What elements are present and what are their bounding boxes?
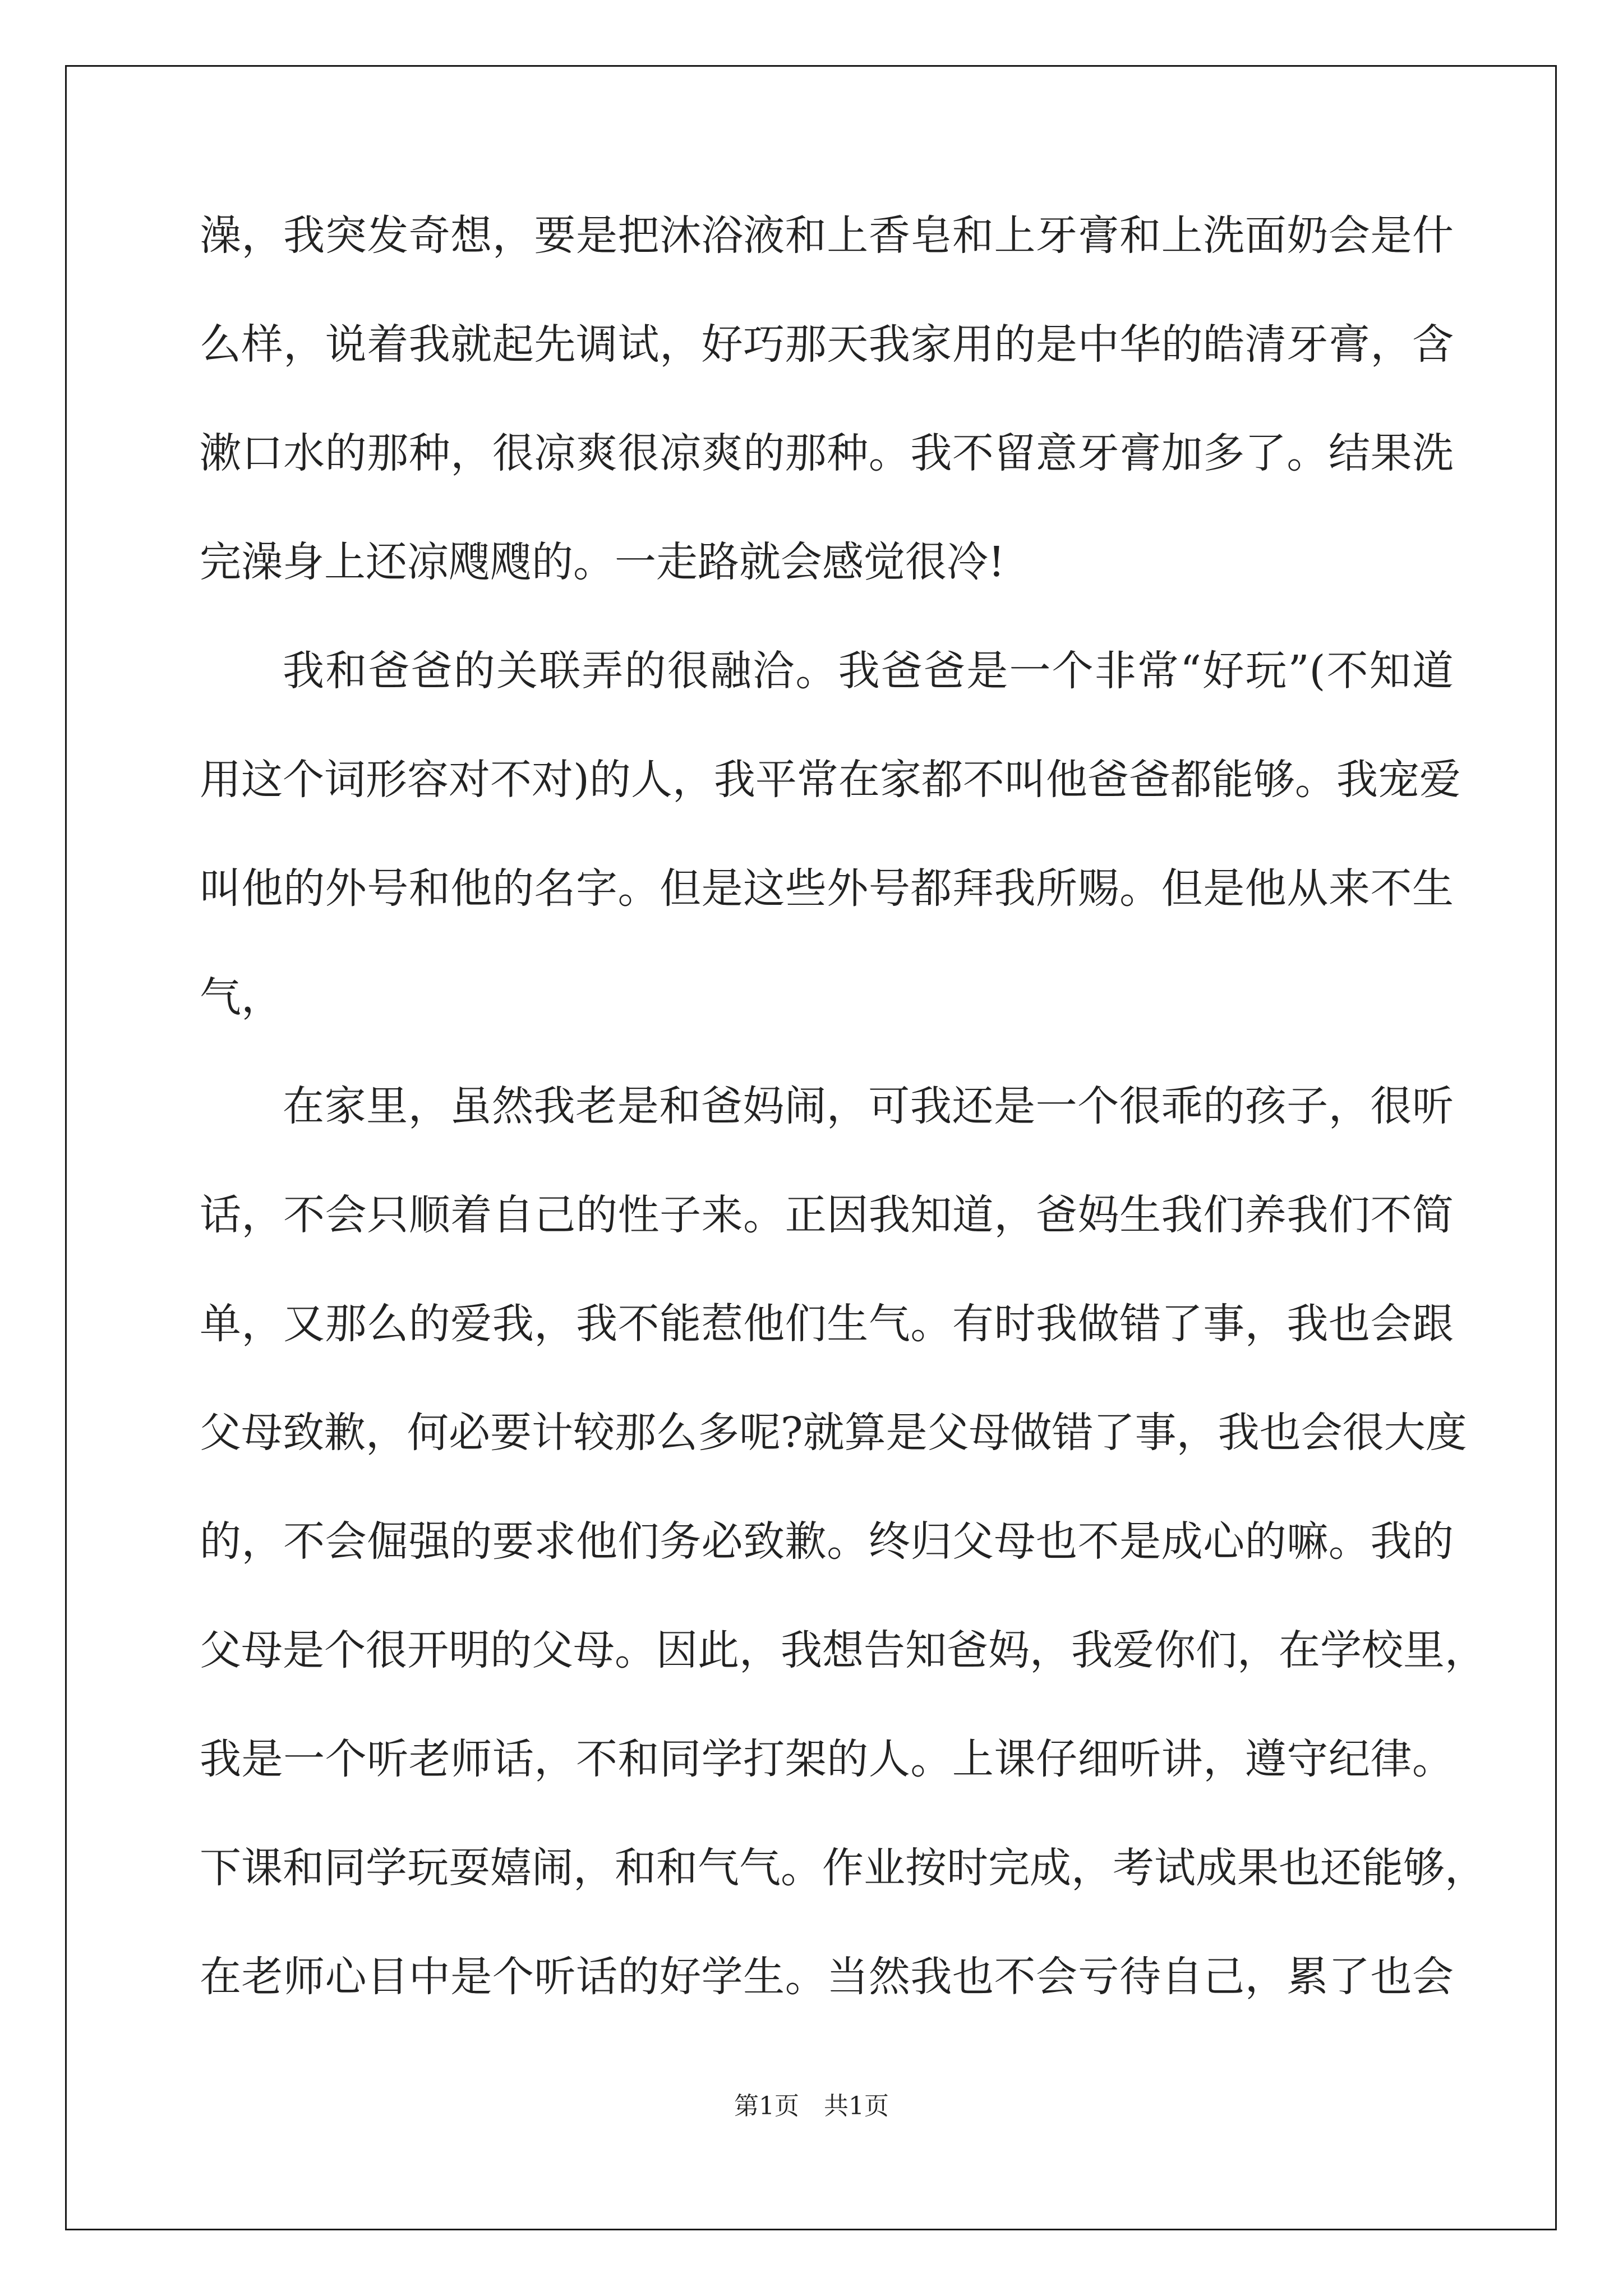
text-line: 澡，我突发奇想，要是把沐浴液和上香皂和上牙膏和上洗面奶会是什 — [200, 211, 1454, 260]
text-line: 我和爸爸的关联弄的很融洽。我爸爸是一个非常“好玩”(不知道 — [283, 647, 1454, 695]
text-line: 我是一个听老师话，不和同学打架的人。上课仔细听讲，遵守纪律。 — [200, 1735, 1454, 1783]
text-line: 单，又那么的爱我，我不能惹他们生气。有时我做错了事，我也会跟 — [200, 1300, 1454, 1348]
text-line: 气， — [200, 973, 283, 1022]
text-line: 用这个词形容对不对)的人，我平常在家都不叫他爸爸都能够。我宠爱 — [200, 756, 1461, 804]
text-line: 父母是个很开明的父母。因此，我想告知爸妈，我爱你们，在学校里， — [200, 1626, 1486, 1674]
text-line: 漱口水的那种，很凉爽很凉爽的那种。我不留意牙膏加多了。结果洗 — [200, 429, 1454, 477]
text-line: 在老师心目中是个听话的好学生。当然我也不会亏待自己，累了也会 — [200, 1953, 1454, 2001]
page-number: 第1页 共1页 — [734, 2092, 889, 2120]
text-line: 的，不会倔强的要求他们务必致歉。终归父母也不是成心的嘛。我的 — [200, 1517, 1454, 1566]
text-line: 叫他的外号和他的名字。但是这些外号都拜我所赐。但是他从来不生 — [200, 864, 1454, 913]
text-line: 么样，说着我就起先调试，好巧那天我家用的是中华的皓清牙膏，含 — [200, 320, 1454, 369]
text-line: 下课和同学玩耍嬉闹，和和气气。作业按时完成，考试成果也还能够， — [200, 1844, 1486, 1892]
text-line: 话，不会只顺着自己的性子来。正因我知道，爸妈生我们养我们不简 — [200, 1191, 1454, 1239]
text-line: 父母致歉，何必要计较那么多呢?就算是父母做错了事，我也会很大度 — [200, 1409, 1467, 1457]
text-line: 在家里，虽然我老是和爸妈闹，可我还是一个很乖的孩子，很听 — [283, 1082, 1454, 1130]
document-body — [200, 208, 1486, 2058]
text-line: 完澡身上还凉飕飕的。一走路就会感觉很冷! — [200, 538, 1005, 586]
